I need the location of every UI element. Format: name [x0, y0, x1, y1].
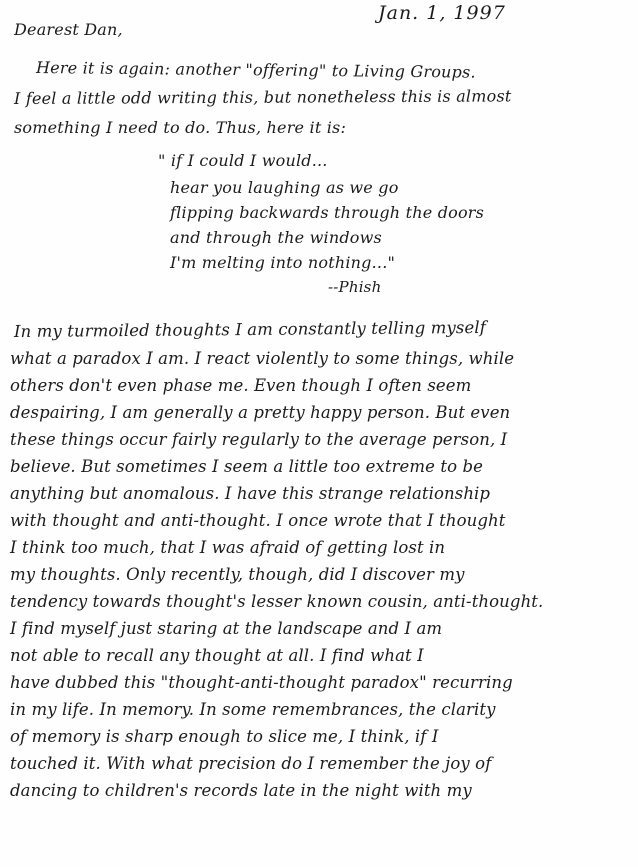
body-line: what a paradox I am. I react violently to some things, while — [10, 349, 515, 368]
letter-date: Jan. 1, 1997 — [378, 2, 506, 24]
body-line: others don't even phase me. Even though I often seem — [10, 376, 472, 395]
body-line: tendency towards thought's lesser known cousin, anti-thought. — [10, 592, 544, 611]
intro-line: something I need to do. Thus, here it is: — [14, 118, 347, 137]
intro-line: Here it is again: another "offering" to Living Groups. — [35, 58, 476, 82]
body-line: in my life. In memory. In some remembrances, the clarity — [10, 700, 496, 719]
intro-line: I feel a little odd writing this, but nonetheless this is almost — [13, 86, 512, 108]
body-line: my thoughts. Only recently, though, did I discover my — [10, 565, 465, 584]
body-line: these things occur fairly regularly to the average person, I — [10, 430, 508, 449]
body-line: of memory is sharp enough to slice me, I think, if I — [10, 727, 439, 746]
letter-salutation: Dearest Dan, — [14, 20, 123, 39]
body-line: not able to recall any thought at all. I find what I — [10, 646, 424, 665]
body-line: In my turmoiled thoughts I am constantly telling myself — [13, 317, 486, 341]
poem-line: I'm melting into nothing..." — [170, 253, 396, 272]
body-line: dancing to children's records late in the night with my — [10, 781, 472, 800]
body-line: anything but anomalous. I have this strange relationship — [10, 484, 491, 503]
body-line: despairing, I am generally a pretty happy person. But even — [10, 403, 511, 422]
body-line: I find myself just staring at the landscape and I am — [10, 619, 443, 638]
poem-line: hear you laughing as we go — [170, 178, 399, 197]
poem-line: and through the windows — [170, 228, 382, 247]
poem-line: flipping backwards through the doors — [170, 203, 485, 222]
body-line: I think too much, that I was afraid of getting lost in — [10, 538, 446, 557]
body-line: have dubbed this "thought-anti-thought paradox" recurring — [10, 673, 513, 692]
poem-line: " if I could I would... — [158, 151, 328, 170]
body-line: with thought and anti-thought. I once wrote that I thought — [10, 511, 506, 530]
body-line: believe. But sometimes I seem a little too extreme to be — [10, 457, 484, 476]
poem-attribution: --Phish — [328, 278, 382, 296]
body-line: touched it. With what precision do I remember the joy of — [10, 754, 492, 773]
